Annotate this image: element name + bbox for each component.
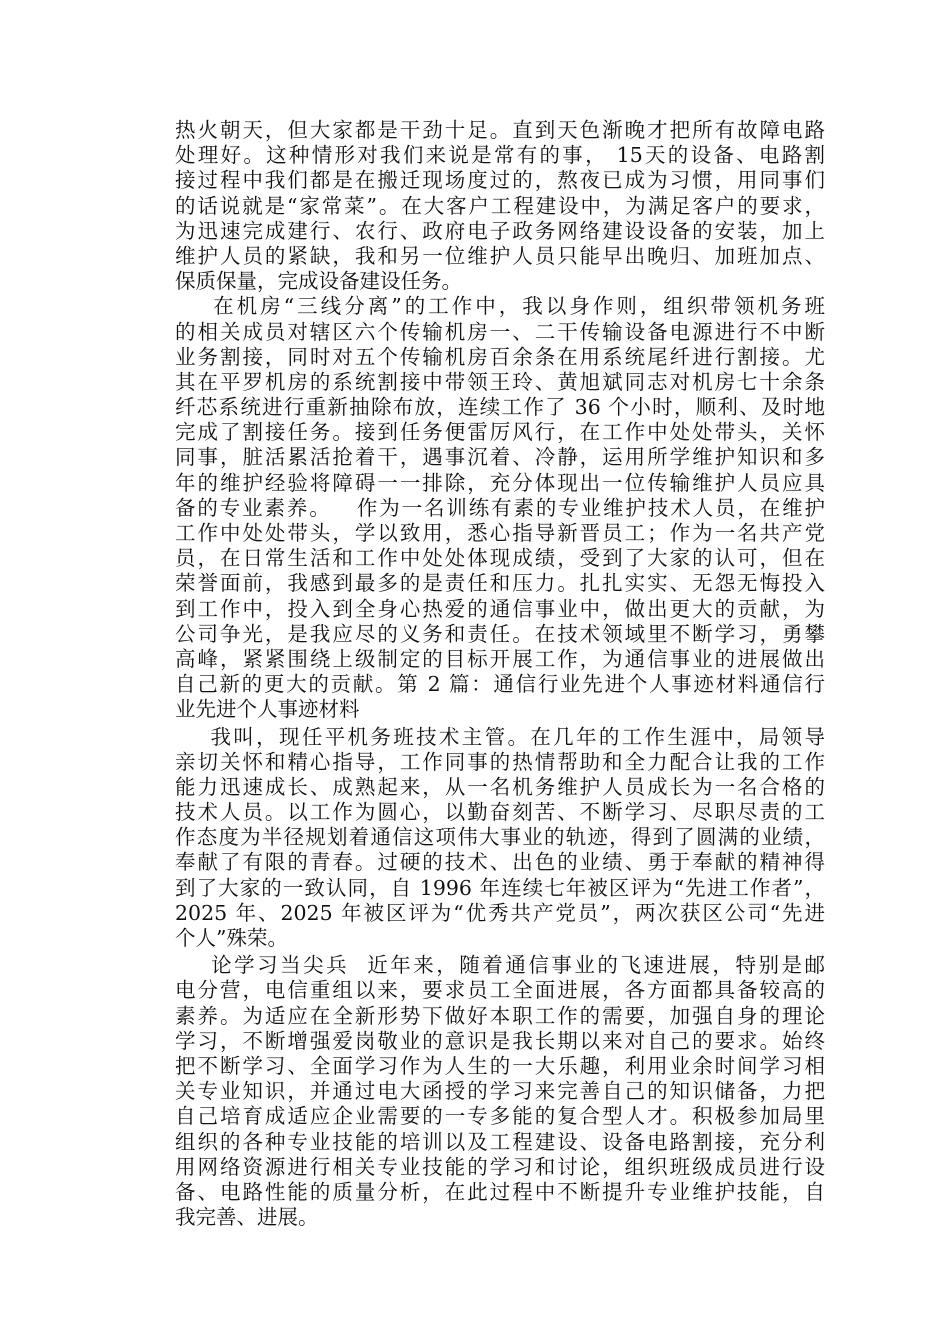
text-line: 接过程中我们都是在搬迁现场度过的，熬夜已成为习惯，用同事们 <box>175 168 825 193</box>
text-line: 能力迅速成长、成熟起来，从一名机务维护人员成长为一名合格的 <box>175 774 825 799</box>
paragraph-1 <box>175 118 825 294</box>
text-line: 我完善、进展。 <box>175 1205 319 1230</box>
text-line: 的相关成员对辖区六个传输机房一、二干传输设备电源进行不中断 <box>175 319 825 344</box>
text-line: 学习，不断增强爱岗敬业的意识是我长期以来对自己的要求。始终 <box>175 1028 825 1053</box>
text-line: 自己培育成适应企业需要的一专多能的复合型人才。积极参加局里 <box>175 1104 825 1129</box>
text-line: 个人”殊荣。 <box>175 926 288 950</box>
text-line: 作态度为半径规划着通信这项伟大事业的轨迹，得到了圆满的业绩， <box>175 825 825 850</box>
text-line: 我叫，现任平机务班技术主管。在几年的工作生涯中，局领导 <box>175 724 825 749</box>
text-line: 在机房“三线分离”的工作中，我以身作则，组织带领机务班 <box>175 294 825 319</box>
text-line: 组织的各种专业技能的培训以及工程建设、设备电路割接，充分利 <box>175 1129 825 1154</box>
text-line: 荣誉面前，我感到最多的是责任和压力。扎扎实实、无怨无悔投入 <box>175 571 825 596</box>
text-line: 用网络资源进行相关专业技能的学习和讨论，组织班级成员进行设 <box>175 1154 825 1179</box>
text-line: 电分营，电信重组以来，要求员工全面进展，各方面都具备较高的 <box>175 978 825 1003</box>
text-line: 论学习当尖兵 近年来，随着通信事业的飞速进展，特别是邮 <box>175 953 825 978</box>
text-line: 自己新的更大的贡献。第 2 篇：通信行业先进个人事迹材料通信行 <box>175 672 825 697</box>
text-line: 素养。为适应在全新形势下做好本职工作的需要，加强自身的理论 <box>175 1003 825 1028</box>
text-line: 技术人员。以工作为圆心，以勤奋刻苦、不断学习、尽职尽责的工 <box>175 800 825 825</box>
text-line: 热火朝天，但大家都是干劲十足。直到天色渐晚才把所有故障电路 <box>175 118 825 142</box>
text-line: 保质保量，完成设备建设任务。 <box>175 269 462 294</box>
text-line: 到工作中，投入到全身心热爱的通信事业中，做出更大的贡献，为 <box>175 596 825 621</box>
text-line: 备的专业素养。 作为一名训练有素的专业维护技术人员，在维护 <box>175 495 825 520</box>
text-line: 亲切关怀和精心指导，工作同事的热情帮助和全力配合让我的工作 <box>175 749 825 774</box>
text-line: 高峰，紧紧围绕上级制定的目标开展工作，为通信事业的进展做出 <box>175 646 825 671</box>
document-body <box>175 118 825 1230</box>
text-line: 维护人员的紧缺，我和另一位维护人员只能早出晚归、加班加点、 <box>175 243 825 268</box>
text-line: 业先进个人事迹材料 <box>175 697 360 722</box>
paragraph-4 <box>175 953 825 1230</box>
text-line: 关专业知识，并通过电大函授的学习来完善自己的知识储备，力把 <box>175 1079 825 1104</box>
text-line: 纤芯系统进行重新抽除布放，连续工作了 36 个小时，顺利、及时地 <box>175 395 825 420</box>
text-line: 奉献了有限的青春。过硬的技术、出色的业绩、勇于奉献的精神得 <box>175 850 825 875</box>
text-line: 把不断学习、全面学习作为人生的一大乐趣，利用业余时间学习相 <box>175 1053 825 1078</box>
text-line: 处理好。这种情形对我们来说是常有的事， 15天的设备、电路割 <box>175 143 825 168</box>
text-line: 业务割接，同时对五个传输机房百余条在用系统尾纤进行割接。尤 <box>175 344 825 369</box>
paragraph-2 <box>175 294 825 722</box>
text-line: 年的维护经验将障碍一一排除，充分体现出一位传输维护人员应具 <box>175 470 825 495</box>
text-line: 工作中处处带头，学以致用，悉心指导新晋员工；作为一名共产党 <box>175 521 825 545</box>
text-line: 的话说就是“家常菜”。在大客户工程建设中，为满足客户的要求， <box>175 193 825 218</box>
paragraph-3 <box>175 725 825 952</box>
text-line: 2025 年、2025 年被区评为“优秀共产党员”，两次获区公司“先进 <box>175 900 825 925</box>
text-line: 同事，脏活累活抢着干，遇事沉着、冷静，运用所学维护知识和多 <box>175 445 825 470</box>
text-line: 其在平罗机房的系统割接中带领王玲、黄旭斌同志对机房七十余条 <box>175 369 825 394</box>
text-line: 完成了割接任务。接到任务便雷厉风行，在工作中处处带头，关怀 <box>175 420 825 445</box>
text-line: 备、电路性能的质量分析，在此过程中不断提升专业维护技能，自 <box>175 1179 825 1204</box>
text-line: 为迅速完成建行、农行、政府电子政务网络建设设备的安装，加上 <box>175 218 825 243</box>
text-line: 员，在日常生活和工作中处处体现成绩，受到了大家的认可，但在 <box>175 546 825 571</box>
text-line: 到了大家的一致认同，自 1996 年连续七年被区评为“先进工作者”， <box>175 875 825 900</box>
text-line: 公司争光，是我应尽的义务和责任。在技术领域里不断学习，勇攀 <box>175 621 825 646</box>
